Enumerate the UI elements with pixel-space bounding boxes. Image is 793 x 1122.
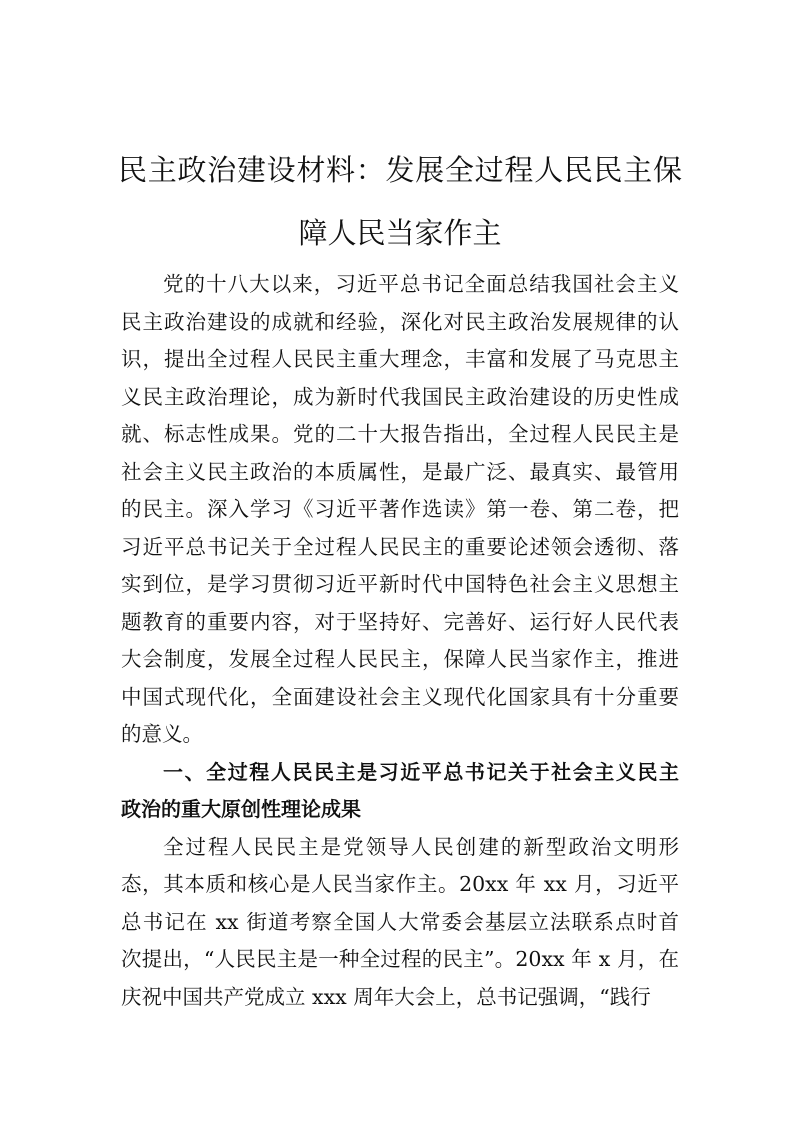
paragraph	[121, 266, 679, 754]
text-line: 全过程人民民主是党领导人民创建的新型政治文明形	[163, 834, 679, 859]
text-line: 政治的重大原创性理论成果	[121, 797, 361, 821]
document-title	[118, 139, 682, 265]
document-body	[121, 266, 679, 1016]
text-line: 总书记在 xx 街道考察全国人大常委会基层立法联系点时首	[121, 909, 679, 934]
text-line: 党的十八大以来，习近平总书记全面总结我国社会主义	[163, 272, 679, 296]
text-line: 社会主义民主政治的本质属性，是最广泛、最真实、最管用	[121, 459, 679, 484]
text-line: 的民主。深入学习《习近平著作选读》第一卷、第二卷，把	[121, 497, 679, 521]
text-line: 实到位，是学习贯彻习近平新时代中国特色社会主义思想主	[121, 572, 679, 596]
title-line-1: 民主政治建设材料：发展全过程人民民主保	[118, 153, 682, 187]
text-line: 大会制度，发展全过程人民民主，保障人民当家作主，推进	[121, 647, 679, 671]
text-line: 庆祝中国共产党成立 xxx 周年大会上，总书记强调，“践行	[121, 984, 651, 1009]
text-line: 识，提出全过程人民民主重大理念，丰富和发展了马克思主	[121, 347, 679, 371]
section-heading	[121, 754, 679, 829]
text-line: 中国式现代化，全面建设社会主义现代化国家具有十分重要	[121, 684, 679, 709]
text-line: 义民主政治理论，成为新时代我国民主政治建设的历史性成	[121, 384, 679, 409]
paragraph	[121, 829, 679, 1017]
title-line-2: 障人民当家作主	[298, 216, 502, 250]
text-line: 习近平总书记关于全过程人民民主的重要论述领会透彻、落	[121, 534, 679, 559]
text-line: 民主政治建设的成就和经验，深化对民主政治发展规律的认	[121, 309, 679, 334]
text-line: 题教育的重要内容，对于坚持好、完善好、运行好人民代表	[121, 609, 679, 634]
text-line: 次提出，“人民民主是一种全过程的民主”。20xx 年 x 月，在	[121, 947, 679, 971]
text-line: 态，其本质和核心是人民当家作主。20xx 年 xx 月，习近平	[121, 872, 679, 896]
text-line: 一、全过程人民民主是习近平总书记关于社会主义民主	[163, 759, 679, 784]
text-line: 就、标志性成果。党的二十大报告指出，全过程人民民主是	[121, 422, 679, 446]
text-line: 的意义。	[121, 722, 203, 746]
